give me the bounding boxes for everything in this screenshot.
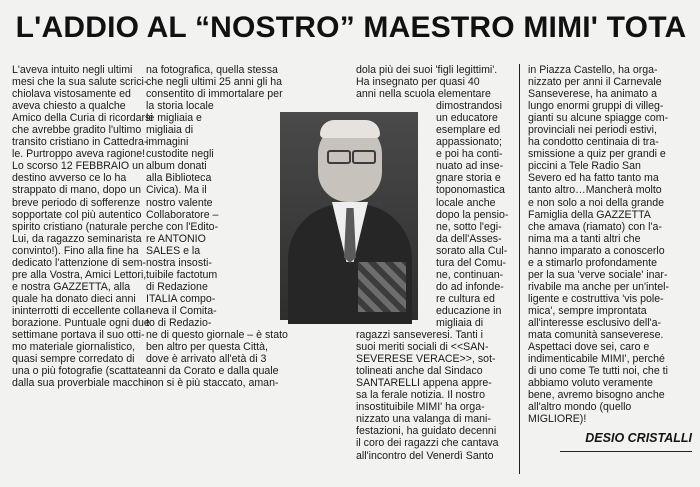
text-line: dola più dei suoi 'figli legittimi'. xyxy=(356,64,498,76)
text-line: ininterrotti di eccellente colla- xyxy=(12,304,149,317)
text-line: lungo enormi gruppi di villeg- xyxy=(528,100,664,113)
text-line: Collaboratore – xyxy=(146,208,219,221)
text-line: nostro valente xyxy=(146,196,213,209)
text-line: indimenticabile MIMI', perché xyxy=(528,353,665,366)
text-line: anni nella scuola elementare xyxy=(356,88,491,101)
text-line: suoi meriti sociali di <<SAN- xyxy=(356,341,489,354)
text-line: chiolava vistosamente ed xyxy=(12,88,131,101)
text-line: SEVERESE VERACE>>, sot- xyxy=(356,353,496,366)
text-line: esemplare ed xyxy=(436,124,501,137)
text-line: dove è arrivato all'età di 3 xyxy=(146,353,267,366)
text-line: strappato di mano, dopo un xyxy=(12,184,141,197)
text-line: dimostrandosi xyxy=(436,100,502,113)
text-line: locale anche xyxy=(436,196,496,209)
text-line: pre alla Vostra, Amici Lettori, xyxy=(12,268,147,281)
text-line: il coro dei ragazzi che cantava xyxy=(356,437,499,450)
text-line: provinciali nei periodi estivi, xyxy=(528,124,657,137)
text-line: migliaia di xyxy=(436,316,484,329)
text-line: all'interesse esclusivo dell'a- xyxy=(528,316,661,329)
text-line: settimane portava il suo otti- xyxy=(12,329,145,342)
text-line: ligente e costruttiva 'vis pole- xyxy=(528,292,664,305)
text-line: quasi sempre corredato di xyxy=(12,353,135,366)
text-line: Aspettaci dove sei, caro e xyxy=(528,341,650,354)
text-line: tura del Comu- xyxy=(436,256,507,269)
text-line: all'altro mondo (quello xyxy=(528,401,632,414)
text-line: di uno come Te tutti noi, che ti xyxy=(528,365,668,378)
text-line: immagini xyxy=(146,136,189,149)
text-line: anni da Corato e dalla quale xyxy=(146,365,279,378)
text-line: educazione in xyxy=(436,304,502,317)
text-line: SANTARELLI appena appre- xyxy=(356,377,492,390)
text-line: convinto!). Fino alla fine ha xyxy=(12,244,139,257)
text-line: tolineati anche dal Sindaco xyxy=(356,365,483,378)
text-line: e nostra GAZZETTA, alla xyxy=(12,280,131,293)
text-line: do ad infonde- xyxy=(436,280,504,293)
text-line: appassionato; xyxy=(436,136,502,149)
text-line: una o più fotografie (scattate xyxy=(12,365,147,378)
text-line: toponomastica xyxy=(436,184,505,197)
text-line: dalla sua proverbiale macchi- xyxy=(12,377,150,390)
text-line: Amico della Curia di ricordarsi xyxy=(12,112,153,125)
text-line: hanno imparato a conoscerlo xyxy=(528,244,665,257)
text-line: in Piazza Castello, ha orga- xyxy=(528,64,658,76)
text-line: le. Purtroppo aveva ragione! xyxy=(12,148,146,161)
text-line: spirito cristiano (naturale per xyxy=(12,220,146,233)
text-line: che amava (riamato) con l'a- xyxy=(528,220,662,233)
text-line: non si è più staccato, aman- xyxy=(146,377,279,390)
text-line: Ha insegnato per quasi 40 xyxy=(356,76,480,89)
text-line: bene, avremo bisogno anche xyxy=(528,389,665,402)
text-line: MIGLIORE)! xyxy=(528,413,587,426)
text-line: quale ha donato dieci anni xyxy=(12,292,136,305)
column-divider xyxy=(519,64,520,474)
text-line: tanto altro…Mancherà molto xyxy=(528,184,662,197)
text-line: rivabile ma anche per un'intel- xyxy=(528,280,669,293)
text-line: di Redazione xyxy=(146,280,208,293)
text-line: abbiamo voluto veramente xyxy=(528,377,653,390)
text-line: che avrebbe gradito l'ultimo xyxy=(12,124,142,137)
text-line: e a stimarlo profondamente xyxy=(528,256,657,269)
text-line: mesi che la sua salute scrici- xyxy=(12,76,148,89)
text-line: per la sua 'verve sociale' inar- xyxy=(528,268,668,281)
text-line: Severo ed ha fatto tanto ma xyxy=(528,172,659,185)
text-line: Lui, da ragazzo seminarista xyxy=(12,232,142,245)
text-line: alla Biblioteca xyxy=(146,172,212,185)
text-line: ben altro per questa Città, xyxy=(146,341,268,354)
text-line: da dell'Asses- xyxy=(436,232,502,245)
text-line: che con l'Edito- xyxy=(146,220,219,233)
text-line: ITALIA compo- xyxy=(146,292,216,305)
text-column-4 xyxy=(528,64,688,426)
text-line: ne, sotto l'egi- xyxy=(436,220,502,233)
text-line: le migliaia e xyxy=(146,112,202,125)
text-line: gnare storia e xyxy=(436,172,501,185)
text-line: na fotografica, quella stessa xyxy=(146,64,278,76)
text-line: mica', sempre improntata xyxy=(528,304,647,317)
text-line: re ANTONIO xyxy=(146,232,206,245)
text-line: Civica). Ma il xyxy=(146,184,207,197)
text-line: neva il Comita- xyxy=(146,304,217,317)
text-line: gianti su alcune spiagge com- xyxy=(528,112,669,125)
text-line: nizzato per anni il Carnevale xyxy=(528,76,662,89)
author-signature: DESIO CRISTALLI xyxy=(585,431,692,445)
text-line: Sanseverese, ha animato a xyxy=(528,88,657,101)
text-line: la storia locale xyxy=(146,100,214,113)
text-line: mo materiale giornalistico, xyxy=(12,341,136,354)
text-line: sa la ferale notizia. Il nostro xyxy=(356,389,485,402)
text-line: sorato alla Cul- xyxy=(436,244,508,257)
text-line: mata comunità sanseverese. xyxy=(528,329,664,342)
portrait-photo xyxy=(280,112,418,320)
article-headline: L'ADDIO AL “NOSTRO” MAESTRO MIMI' TOTA xyxy=(15,11,687,44)
text-line: e non solo a noi della grande xyxy=(528,196,665,209)
text-line: destino avverso ce lo ha xyxy=(12,172,127,185)
text-line: festazioni, ha guidato decenni xyxy=(356,425,497,438)
text-line: aveva chiesto a qualche xyxy=(12,100,126,113)
text-line: e poi ha conti- xyxy=(436,148,503,161)
text-line: migliaia di xyxy=(146,124,194,137)
text-column-1 xyxy=(12,64,153,404)
text-line: borazione. Puntuale ogni due xyxy=(12,316,150,329)
text-line: to di Redazio- xyxy=(146,316,212,329)
text-line: ha condotto centinaia di tra- xyxy=(528,136,659,149)
text-line: all'incontro del Venerdì Santo xyxy=(356,449,494,462)
text-line: album donati xyxy=(146,160,207,173)
text-line: dopo la pensio- xyxy=(436,208,509,221)
text-line: nima ma a tanti altri che xyxy=(528,232,641,245)
text-line: Famiglia della GAZZETTA xyxy=(528,208,651,221)
text-line: ne di questo giornale – è stato xyxy=(146,329,288,342)
text-line: dedicato l'attenzione di sem- xyxy=(12,256,146,269)
text-line: custodite negli xyxy=(146,148,214,161)
text-line: ne, continuan- xyxy=(436,268,504,281)
text-line: re cultura ed xyxy=(436,292,495,305)
text-line: tuibile factotum xyxy=(146,268,218,281)
text-line: smissione a quiz per grandi e xyxy=(528,148,666,161)
text-line: piccini a Tele Radio San xyxy=(528,160,641,173)
text-line: insostituibile MIMI' ha orga- xyxy=(356,401,485,414)
text-line: nizzato una valanga di mani- xyxy=(356,413,491,426)
signature-rule xyxy=(560,451,692,452)
text-line: ragazzi sanseveresi. Tanti i xyxy=(356,329,483,342)
text-line: transito cristiano in Cattedra- xyxy=(12,136,148,149)
text-line: L'aveva intuito negli ultimi xyxy=(12,64,133,76)
text-line: Lo scorso 12 FEBBRAIO un xyxy=(12,160,144,173)
text-line: consentito di immortalare per xyxy=(146,88,283,101)
text-line: nostra insosti- xyxy=(146,256,212,269)
text-line: che negli ultimi 25 anni gli ha xyxy=(146,76,283,89)
text-line: breve periodo di sofferenze xyxy=(12,196,141,209)
text-line: SALES e la xyxy=(146,244,201,257)
text-line: sopportate col più autentico xyxy=(12,208,142,221)
text-line: un educatore xyxy=(436,112,498,125)
text-line: nuato ad inse- xyxy=(436,160,504,173)
